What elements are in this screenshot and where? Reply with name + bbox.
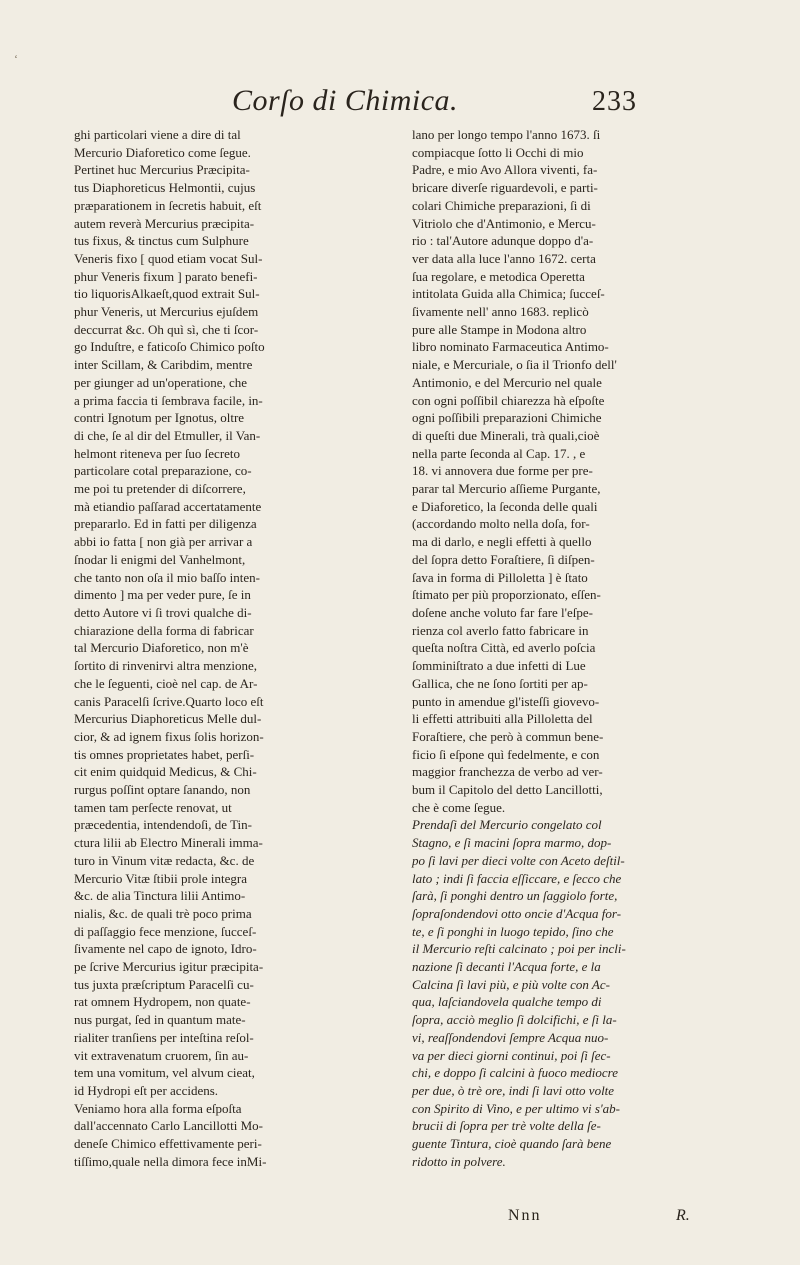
left-column-line: di che, ſe al dir del Etmuller, il Van- [74, 427, 261, 443]
signature-mark: Nnn [508, 1207, 542, 1224]
right-column-line: queſta noſtra Città, ed averlo poſcia [412, 640, 596, 656]
left-column-line: prepararlo. Ed in fatti per diligenza [74, 516, 257, 532]
left-column-line: cior, & ad ignem fixus ſolis horizon- [74, 728, 264, 744]
right-column-line: bricare diverſe riguardevoli, e parti- [412, 180, 598, 196]
right-column-line: Prendaſi del Mercurio congelato col [412, 817, 602, 833]
left-column-line: me poi tu pretender di diſcorrere, [74, 481, 246, 497]
left-column-line: pe ſcrive Mercurius igitur præcipita- [74, 959, 264, 975]
right-column-line: qua, laſciandovela qualche tempo di [412, 994, 602, 1010]
right-column-line: Gallica, che ne ſono ſortiti per ap- [412, 675, 588, 691]
left-column-line: rialiter tranſiens per inteſtina reſol- [74, 1029, 254, 1045]
right-column-line: colari Chimiche preparazioni, ſi di [412, 197, 591, 213]
right-column-line: brucii di ſopra per trè volte della ſe- [412, 1118, 601, 1134]
right-column-line: di queſti due Minerali, trà quali,cioè [412, 427, 600, 443]
right-column-line: nazione ſi decanti l'Acqua forte, e la [412, 959, 601, 975]
left-column-line: præcedentia, intendendoſi, de Tin- [74, 817, 253, 833]
left-column-line: tus Diaphoreticus Helmontii, cujus [74, 180, 256, 196]
right-column-line: Vitriolo che d'Antimonio, e Mercu- [412, 215, 596, 231]
left-column-line: helmont riteneva per ſuo ſecreto [74, 445, 241, 461]
right-column-line: intitolata Guida alla Chimica; ſucceſ- [412, 286, 605, 302]
left-column-line: deccurrat &c. Oh quì sì, che ti ſcor- [74, 321, 259, 337]
right-column-line: bum il Capitolo del detto Lancillotti, [412, 782, 603, 798]
left-column-line: deneſe Chimico effettivamente peri- [74, 1136, 262, 1152]
left-column-line: chiarazione della forma di fabricar [74, 622, 254, 638]
left-column-line: Veniamo hora alla forma eſpoſta [74, 1100, 242, 1116]
left-column-line: dimento ] ma per veder pure, ſe in [74, 587, 251, 603]
right-column-line: ſopra, acciò meglio ſi dolcifichi, e ſi la- [412, 1012, 617, 1028]
left-column-line: mà etiandio paſſarad accertatamente [74, 498, 262, 514]
left-column-line: nus purgat, ſed in quantum mate- [74, 1012, 246, 1028]
left-column-line: tiſſimo,quale nella dimora fece inMi- [74, 1153, 267, 1169]
left-column-line: inter Scillam, & Caribdim, mentre [74, 357, 253, 373]
right-column-line: libro nominato Farmaceutica Antimo- [412, 339, 609, 355]
right-column-line: vi, reaſſondendovi ſempre Acqua nuo- [412, 1029, 609, 1045]
right-column-line: parar tal Mercurio aſſieme Purgante, [412, 481, 601, 497]
left-column-line: tamen tam perſecte renovat, ut [74, 799, 232, 815]
right-column-line: niale, e Mercuriale, o ſia il Trionfo dell' [412, 357, 617, 373]
right-column-line: ſua regolare, e metodica Operetta [412, 268, 585, 284]
left-column-line: abbi io fatta [ non già per arrivar a [74, 534, 253, 550]
right-column-line: (accordando molto nella doſa, for- [412, 516, 590, 532]
right-column-line: punto in amendue gl'isteſſi giovevo- [412, 693, 600, 709]
left-column-line: per giunger ad un'operatione, che [74, 374, 248, 390]
right-column-line: li effetti attribuiti alla Pilloletta del [412, 711, 593, 727]
right-column-line: te, e ſi ponghi in luogo tepido, ſino che [412, 923, 614, 939]
right-column-line: lano per longo tempo l'anno 1673. ſi [412, 127, 601, 142]
right-column-line: compiacque ſotto li Occhi di mio [412, 144, 584, 160]
right-column-line: doſene anche voluto far fare l'eſpe- [412, 604, 593, 620]
left-column-line: tal Mercurio Diaforetico, non m'è [74, 640, 249, 656]
left-column-line: tio liquorisAlkaeſt,quod extrait Sul- [74, 286, 260, 302]
left-column-line: ſnodar li enigmi del Vanhelmont, [74, 551, 246, 567]
left-column-line: tis omnes proprietates habet, perſi- [74, 746, 255, 762]
right-column-line: ſarà, ſi ponghi dentro un ſaggiolo forte, [412, 888, 618, 904]
right-column-line: con ogni poſſibil chiarezza hà eſpoſte [412, 392, 605, 408]
left-column-line: phur Veneris, ut Mercurius ejuſdem [74, 304, 259, 320]
left-column-line: turo in Vinum vitæ redacta, &c. de [74, 852, 255, 868]
right-column-line: ogni poſſibili preparazioni Chimiche [412, 410, 602, 426]
left-column-line: go Induſtre, e faticoſo Chimico poſto [74, 339, 265, 355]
left-column-line: Mercurio Diaforetico come ſegue. [74, 144, 251, 160]
left-text-column [74, 126, 394, 1170]
left-column-line: Mercurio Vitæ ſtibii prole integra [74, 870, 247, 886]
right-column-line: 18. vi annovera due forme per pre- [412, 463, 593, 479]
right-column-line: po ſi lavi per dieci volte con Aceto deſtil- [412, 852, 625, 868]
left-column-line: id Hydropi eſt per accidens. [74, 1082, 219, 1098]
left-column-line: particolare cotal preparazione, co- [74, 463, 252, 479]
right-column-line: guente Tintura, cioè quando ſarà bene [412, 1136, 612, 1152]
left-column-line: Veneris fixo [ quod etiam vocat Sul- [74, 250, 263, 266]
margin-mark: ‘ [14, 52, 18, 66]
right-column-line: ſivamente nell' anno 1683. replicò [412, 304, 589, 320]
left-column-line: di paſſaggio fece menzione, ſucceſ- [74, 923, 257, 939]
right-column-line: Calcina ſi lavi più, e più volte con Ac- [412, 976, 610, 992]
left-column-line: detto Autore vi ſi trovi qualche di- [74, 604, 252, 620]
running-title: Corſo di Chimica. [232, 84, 459, 117]
left-column-line: Mercurius Diaphoreticus Melle dul- [74, 711, 262, 727]
right-column-line: con Spirito di Vino, e per ultimo vi s'ab- [412, 1100, 620, 1116]
right-column-line: rio : tal'Autore adunque doppo d'a- [412, 233, 594, 249]
left-column-line: tus fixus, & tinctus cum Sulphure [74, 233, 249, 249]
left-column-line: canis Paracelſi ſcrive.Quarto loco eſt [74, 693, 264, 709]
left-column-line: che le ſeguenti, cioè nel cap. de Ar- [74, 675, 258, 691]
right-column-line: ficio ſi eſpone quì fedelmente, e con [412, 746, 600, 762]
right-column-line: Foraſtiere, che però à commun bene- [412, 728, 604, 744]
left-column-line: rat omnem Hydropem, non quate- [74, 994, 251, 1010]
right-column-line: va per dieci giorni continui, poi ſi ſec- [412, 1047, 611, 1063]
right-column-line: Padre, e mio Avo Allora viventi, fa- [412, 162, 598, 178]
page-number: 233 [592, 86, 637, 117]
left-column-line: a prima faccia ti ſembrava facile, in- [74, 392, 263, 408]
right-column-line: lato ; indi ſi faccia eſſiccare, e ſecco che [412, 870, 622, 886]
right-column-line: rienza col averlo fatto fabricare in [412, 622, 589, 638]
left-column-line: ſivamente nel capo de ignoto, Idro- [74, 941, 257, 957]
right-column-line: Stagno, e ſi macini ſopra marmo, dop- [412, 835, 612, 851]
left-column-line: dall'accennato Carlo Lancillotti Mo- [74, 1118, 263, 1134]
right-column-line: ma di darlo, e negli effetti à quello [412, 534, 592, 550]
left-column-line: nialis, &c. de quali trè poco prima [74, 905, 252, 921]
left-column-line: tus juxta præſcriptum Paracelſi cu- [74, 976, 254, 992]
left-column-line: præparationem in ſecretis habuit, eſt [74, 197, 262, 213]
left-column-line: Pertinet huc Mercurius Præcipita- [74, 162, 250, 178]
right-column-line: ſava in forma di Pilloletta ] è ſtato [412, 569, 588, 585]
right-column-line: Antimonio, e del Mercurio nel quale [412, 374, 602, 390]
page-header [0, 84, 800, 124]
right-column-line: e Diaforetico, la ſeconda delle quali [412, 498, 598, 514]
left-column-line: autem reverà Mercurius præcipita- [74, 215, 255, 231]
catchword: R. [676, 1207, 690, 1224]
right-column-line: chi, e doppo ſi calcini à fuoco mediocre [412, 1065, 619, 1081]
left-column-line: &c. de alia Tinctura lilii Antimo- [74, 888, 246, 904]
right-column-line: ſopraſondendovi otto oncie d'Acqua for- [412, 905, 622, 921]
left-column-line: tem una vomitum, vel alvum cieat, [74, 1065, 255, 1081]
right-column-line: che è come ſegue. [412, 799, 506, 815]
right-column-line: per due, ò trè ore, indi ſi lavi otto volte [412, 1082, 615, 1098]
left-column-line: contri Ignotum per Ignotus, oltre [74, 410, 245, 426]
left-column-line: vit extravenatum cruorem, ſin au- [74, 1047, 249, 1063]
right-text-column [412, 126, 732, 1170]
right-column-line: ſtimato per più proporzionato, eſſen- [412, 587, 601, 603]
left-column-line: ſortito di rinvenirvi altra menzione, [74, 658, 258, 674]
left-column-line: phur Veneris fixum ] parato benefi- [74, 268, 258, 284]
right-column-line: ver data alla luce l'anno 1672. certa [412, 250, 596, 266]
right-column-line: ſomminiſtrato a due infetti di Lue [412, 658, 586, 674]
left-column-line: ghi particolari viene a dire di tal [74, 127, 241, 142]
left-column-line: cit enim quidquid Medicus, & Chi- [74, 764, 257, 780]
right-column-line: del ſopra detto Foraſtiere, ſi diſpen- [412, 551, 595, 567]
left-column-line: rurgus poſſint optare ſanando, non [74, 782, 251, 798]
page-footer [0, 1207, 800, 1231]
left-column-line: ctura lilii ab Electro Minerali imma- [74, 835, 263, 851]
right-column-line: nella parte ſeconda al Cap. 17. , e [412, 445, 586, 461]
right-column-line: pure alle Stampe in Modona altro [412, 321, 587, 337]
right-column-line: ridotto in polvere. [412, 1153, 506, 1169]
right-column-line: il Mercurio reſti calcinato ; poi per incli- [412, 941, 626, 957]
left-column-line: che tanto non oſa il mio baſſo inten- [74, 569, 260, 585]
right-column-line: maggior franchezza de verbo ad ver- [412, 764, 603, 780]
